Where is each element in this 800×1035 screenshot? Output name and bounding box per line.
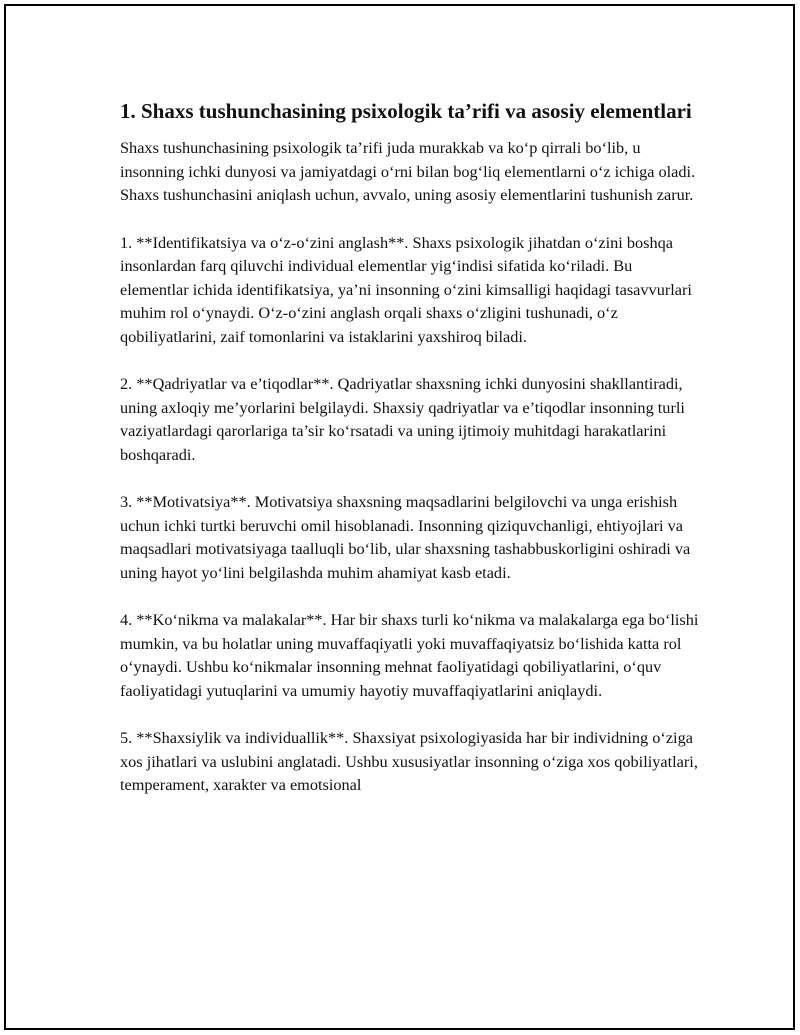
paragraph-qadriyatlar: 2. **Qadriyatlar va e’tiqodlar**. Qadriyatlar shaxsning ichki dunyosini shakllantiradi, uning axloqiy me’yorlarini belgilaydi. Shaxsiy qadriyatlar va e’tiqodlar insonning turli vaziyatlardagi qarorlariga ta’sir ko‘rsatadi va uning ijtimoiy muhitdagi harakatlarini boshqaradi.: [120, 374, 685, 464]
document-body: [120, 98, 700, 821]
paragraph-identifikatsiya: 1. **Identifikatsiya va o‘z-o‘zini anglash**. Shaxs psixologik jihatdan o‘zini boshqa insonlardan farq qiluvchi individual elementlar yig‘indisi sifatida ko‘riladi. Bu elementlar ichida identifikatsiya, ya’ni insonning o‘zini kimsalligi haqidagi tasavvurlari muhim rol o‘ynaydi. O‘z-o‘zini anglash orqali shaxs o‘zligini tushunadi, o‘z qobiliyatlarini, zaif tomonlarini va istaklarini yaxshiroq biladi.: [120, 232, 692, 346]
paragraph-shaxsiylik: 5. **Shaxsiylik va individuallik**. Shaxsiyat psixologiyasida har bir individning o‘ziga xos jihatlari va uslubini anglatadi. Ushbu xususiyatlar insonning o‘ziga xos qobiliyatlari, temperament, xarakter va emotsional: [120, 728, 698, 794]
paragraph-konikma: 4. **Ko‘nikma va malakalar**. Har bir shaxs turli ko‘nikma va malakalarga ega bo‘lishi mumkin, va bu holatlar uning muvaffaqiyatli yoki muvaffaqiyatsiz bo‘lishida katta rol o‘ynaydi. Ushbu ko‘nikmalar insonning mehnat faoliyatidagi qobiliyatlarini, o‘quv faoliyatidagi yutuqlarini va umumiy hayotiy muvaffaqiyatlarini aniqlaydi.: [120, 610, 699, 700]
intro-paragraph: Shaxs tushunchasining psixologik ta’rifi juda murakkab va ko‘p qirrali bo‘lib, u insonning ichki dunyosi va jamiyatdagi o‘rni bilan bog‘liq elementlarni o‘z ichiga oladi. Shaxs tushunchasini aniqlash uchun, avvalo, uning asosiy elementlarini tushunish zarur.: [120, 138, 696, 204]
paragraph-motivatsiya: 3. **Motivatsiya**. Motivatsiya shaxsning maqsadlarini belgilovchi va unga erishish uchun ichki turtki beruvchi omil hisoblanadi. Insonning qiziquvchanligi, ehtiyojlari va maqsadlari motivatsiyaga taalluqli bo‘lib, ular shaxsning tashabbuskorligini oshiradi va uning hayot yo‘lini belgilashda muhim ahamiyat kasb etadi.: [120, 492, 691, 582]
page-frame: [4, 4, 795, 1030]
section-heading: 1. Shaxs tushunchasining psixologik ta’rifi va asosiy elementlari: [120, 99, 692, 123]
